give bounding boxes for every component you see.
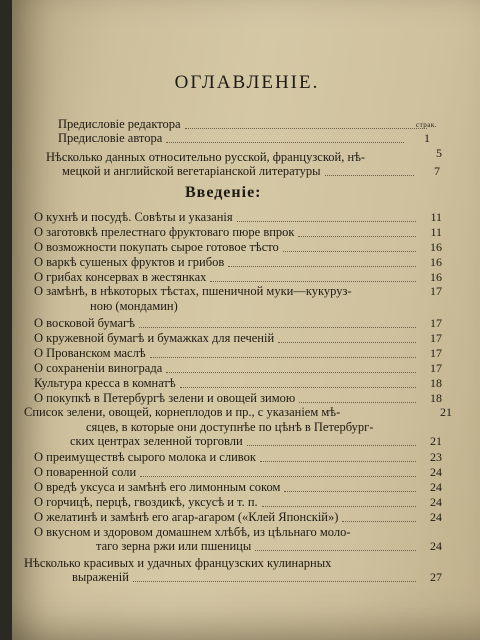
toc-line-last [72,570,442,585]
leader-dots [166,141,404,143]
toc-entry [34,465,442,480]
toc-line-first [24,405,452,420]
toc-page: 24 [430,465,442,479]
toc-label: О кухнѣ и посудѣ. Совѣты и указанія [34,210,233,224]
toc-page: 7 [434,164,440,178]
toc-label: таго зерна ржи или пшеницы [96,539,252,553]
toc-page: 17 [430,346,442,360]
toc-label: О восковой бумагѣ [34,316,135,330]
leader-dots [278,341,416,343]
toc-label: О покупкѣ в Петербургѣ зелени и овощей зимою [34,391,296,405]
toc-line-last [62,164,440,179]
toc-page: 18 [430,376,442,390]
spacer [356,295,416,296]
leader-dots [185,127,427,129]
toc-line: Нѣсколько данных относительно русской, французской, нѣ- [46,150,366,164]
leader-dots [262,505,416,507]
toc-label: Культура кресса в комнатѣ [34,376,176,390]
toc-label: О возможности покупать сырое готовое тѣсто [34,240,279,254]
toc-page: 18 [430,391,442,405]
leader-dots [283,250,416,252]
toc-page: 21 [440,405,452,419]
toc-page: 24 [430,510,442,524]
toc-entry [34,510,442,525]
toc-label: О вредѣ уксуса и замѣнѣ его лимонным соком [34,480,281,494]
toc-label: Предисловіе автора [58,131,163,145]
toc-entry-multiline [34,525,442,554]
toc-entry [34,391,442,406]
toc-page: 11 [430,210,442,224]
toc-page: 17 [430,331,442,345]
toc-entry [34,346,442,361]
toc-entry [34,225,442,240]
toc-entry-multiline [24,556,442,585]
toc-label: О горчицѣ, перцѣ, гвоздикѣ, уксусѣ и т. п. [34,495,258,509]
page-title: ОГЛАВЛЕНІЕ. [174,72,320,93]
section-title: Введеніе: [185,184,262,201]
toc-label: О преимуществѣ сырого молока и сливок [34,450,256,464]
toc-label: О желатинѣ и замѣнѣ его агар-агаром («Клей Японскій») [34,510,339,524]
toc-label: О варкѣ сушеных фруктов и грибов [34,255,225,269]
leader-dots [140,475,416,477]
page-column-header: страк. [416,121,438,129]
leader-dots [210,280,416,282]
toc-page: 23 [430,450,442,464]
toc-entry [34,495,442,510]
toc-page: 5 [436,146,442,160]
leader-dots [133,580,416,582]
toc-line-last [70,434,442,449]
leader-dots [237,220,416,222]
toc-line-first [34,284,442,299]
toc-page: 27 [430,570,442,584]
toc-entry [34,210,442,225]
toc-entry-multiline [24,405,452,449]
book-page [12,0,480,640]
toc-line: О вкусном и здоровом домашнем хлѣбѣ, из цѣльнаго моло- [34,525,351,539]
toc-entry [34,376,442,391]
toc-label: ских центрах зеленной торговли [70,434,243,448]
leader-dots [166,371,416,373]
leader-dots [298,235,416,237]
toc-page: 24 [430,480,442,494]
leader-dots [247,444,416,446]
toc-entry [34,255,442,270]
leader-dots [299,401,416,403]
leader-dots [180,386,416,388]
toc-page: 11 [430,225,442,239]
toc-entry [34,361,442,376]
toc-label: Список зелени, овощей, корнеплодов и пр., с указаніем мѣ- [24,405,341,419]
toc-page: 24 [430,539,442,553]
toc-entry [34,331,442,346]
toc-entry [34,270,442,285]
toc-line: ною (мондамин) [90,299,178,313]
toc-page: 17 [430,316,442,330]
toc-entry [34,240,442,255]
toc-line: сяцев, в которые они доступнѣе по цѣнѣ в Петербург- [86,420,374,434]
toc-label: О грибах консервах в жестянках [34,270,207,284]
spacer [344,416,426,417]
leader-dots [284,490,416,492]
leader-dots [255,549,416,551]
leader-dots [325,174,414,176]
toc-page: 21 [430,434,442,448]
toc-page: 17 [430,284,442,298]
leader-dots [139,326,416,328]
toc-label: О замѣнѣ, в нѣкоторых тѣстах, пшеничной муки—кукуруз- [34,284,352,298]
toc-label: О сохраненіи винограда [34,361,163,375]
toc-label: О Прованском маслѣ [34,346,146,360]
toc-page: 17 [430,361,442,375]
toc-page: 24 [430,495,442,509]
toc-entry [34,480,442,495]
toc-entry [58,117,453,132]
toc-entry-multiline [34,284,442,313]
toc-page-top [420,146,442,161]
leader-dots [228,265,416,267]
toc-page: 16 [430,240,442,254]
toc-entry-multiline [46,150,442,179]
toc-line-last [96,539,442,554]
toc-label: выраженій [72,570,129,584]
toc-entry [58,131,430,146]
toc-label: мецкой и английской вегетарiанской литературы [62,164,321,178]
toc-line: Нѣсколько красивых и удачных французских кулинарных [24,556,332,570]
toc-page: 1 [424,131,430,145]
toc-label: О заготовкѣ прелестнаго фруктоваго пюре впрок [34,225,295,239]
toc-label: О поваренной соли [34,465,137,479]
toc-page: 16 [430,255,442,269]
leader-dots [342,520,416,522]
toc-label: Предисловіе редактора [58,117,181,131]
toc-label: О кружевной бумагѣ и бумажках для печеній [34,331,275,345]
toc-page: 16 [430,270,442,284]
toc-entry [34,450,442,465]
leader-dots [150,356,416,358]
toc-entry [34,316,442,331]
leader-dots [260,460,416,462]
